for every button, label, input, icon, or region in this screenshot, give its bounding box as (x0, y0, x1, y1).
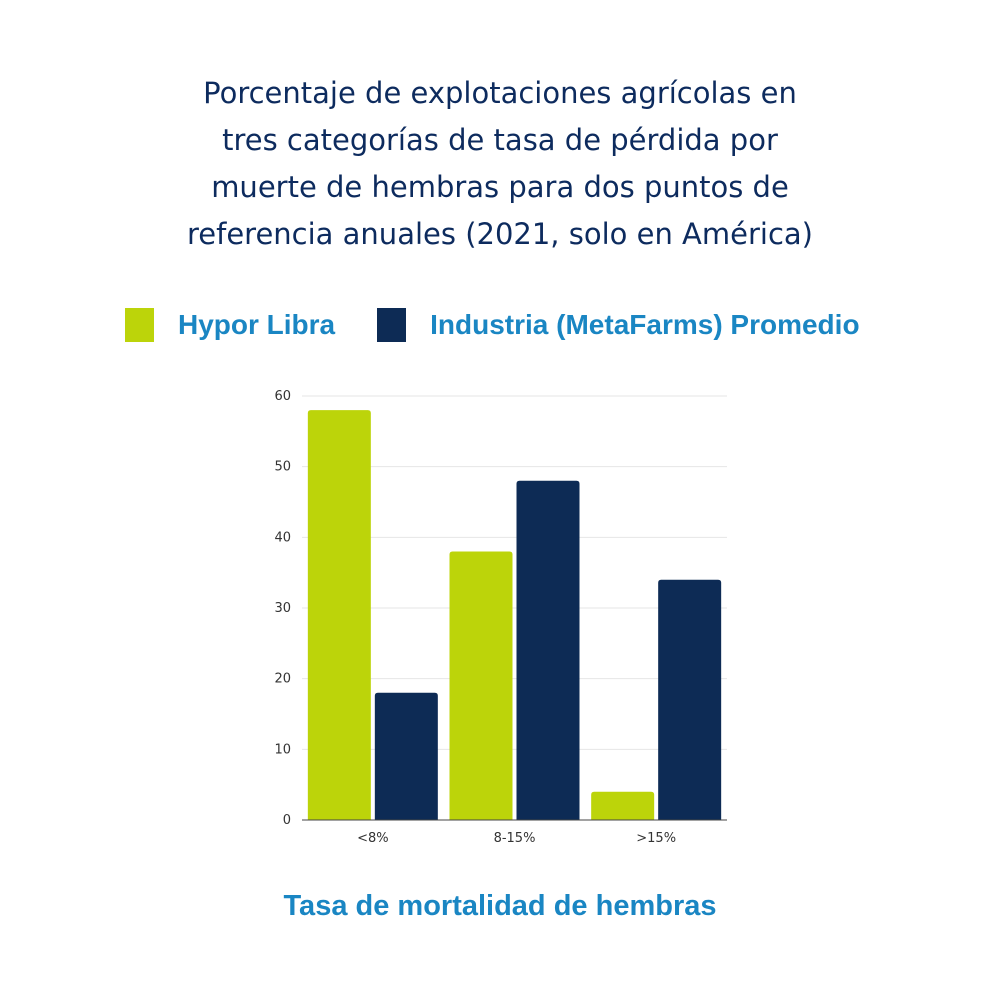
chart-title-line-1: Porcentaje de explotaciones agrícolas en (203, 76, 797, 110)
x-tick-label-0: <8% (357, 831, 389, 846)
chart-title-line-3: muerte de hembras para dos puntos de (211, 170, 789, 204)
legend-label-hypor-libra: Hypor Libra (178, 309, 336, 340)
legend-label-industria: Industria (MetaFarms) Promedio (430, 309, 860, 340)
y-tick-label-20: 20 (274, 671, 291, 687)
bar-industria-0 (375, 693, 438, 820)
bar-hypor-libra-1 (450, 551, 513, 820)
x-axis-title: Tasa de mortalidad de hembras (283, 890, 717, 922)
chart-title-line-4: referencia anuales (2021, solo en América) (186, 217, 813, 251)
y-tick-label-40: 40 (274, 530, 291, 546)
y-tick-label-60: 60 (274, 389, 291, 404)
chart-title-line-2: tres categorías de tasa de pérdida por (222, 123, 778, 157)
y-tick-label-30: 30 (274, 601, 291, 616)
bar-hypor-libra-2 (591, 792, 654, 820)
bar-hypor-libra-0 (308, 410, 371, 820)
bars (308, 410, 721, 820)
bar-industria-1 (517, 481, 580, 820)
x-tick-label-2: >15% (636, 831, 677, 846)
x-tick-label-1: 8-15% (493, 831, 536, 846)
bar-industria-2 (658, 580, 721, 820)
y-tick-label-0: 0 (282, 813, 291, 828)
y-tick-label-50: 50 (274, 459, 291, 475)
y-tick-label-10: 10 (274, 742, 291, 758)
